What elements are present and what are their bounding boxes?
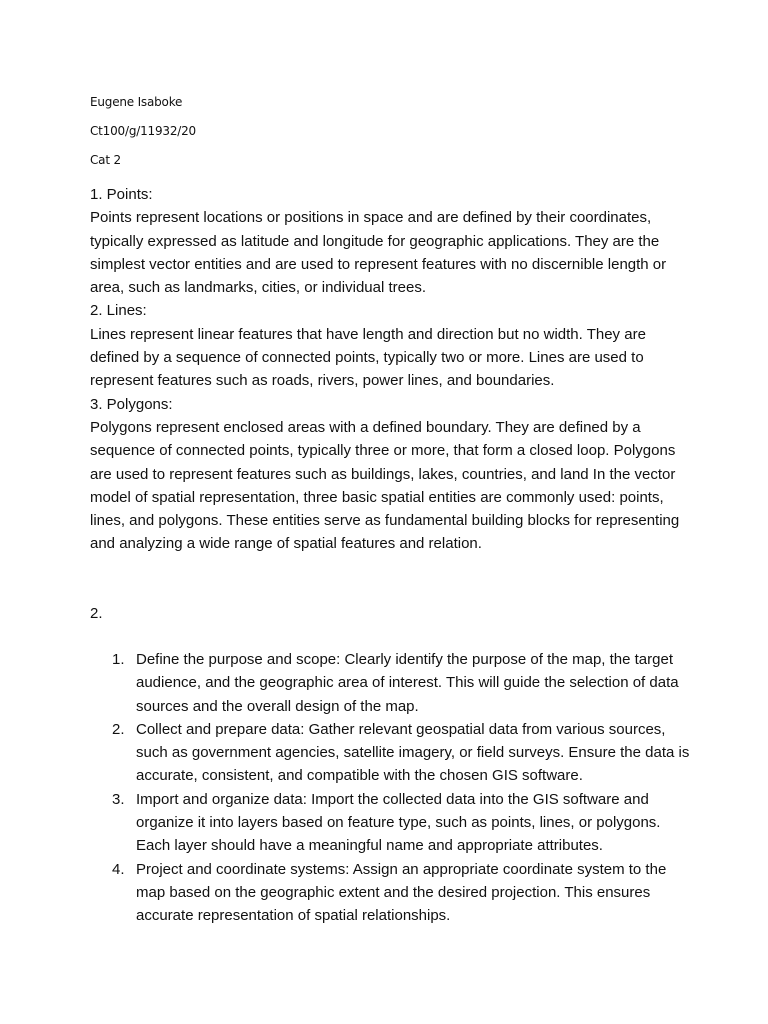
polygons-paragraph: Polygons represent enclosed areas with a defined boundary. They are defined by a sequence of connected points, typically three or more, that form a closed loop. Polygons are used to represent features such as buildings, lakes, countries, and land In the vector model of spatial representation, three basic spatial entities are commonly used: points, lines, and polygons. These entities serve as fundamental building blocks for representing and analyzing a wide range of spatial features and relation.	[90, 418, 680, 553]
registration-number: Ct100/g/11932/20	[90, 124, 196, 138]
list-item-number: 1.	[112, 651, 125, 668]
list-item	[90, 788, 690, 858]
list-item	[90, 858, 690, 928]
points-paragraph: Points represent locations or positions in space and are defined by their coordinates, typically expressed as latitude and longitude for geographic applications. They are the simplest vector entities and are used to represent features with no discernible length or area, such as landmarks, cities, or individual trees.	[90, 209, 667, 297]
section-1-body	[90, 183, 690, 556]
lines-heading: 2. Lines:	[90, 302, 147, 320]
assignment-label: Cat 2	[90, 153, 121, 167]
section-2-heading: 2.	[90, 605, 103, 622]
list-item-number: 3.	[112, 790, 125, 808]
list-item	[90, 718, 690, 788]
list-item-text: Define the purpose and scope: Clearly identify the purpose of the map, the target audience, and the geographic area of interest. This will guide the selection of data sources and the overall design of the map.	[136, 651, 679, 715]
list-item-text: Collect and prepare data: Gather relevant geospatial data from various sources, such as government agencies, satellite imagery, or field surveys. Ensure the data is accurate, consistent, and compatible with the chosen GIS software.	[136, 720, 690, 785]
lines-paragraph: Lines represent linear features that have length and direction but no width. They are defined by a sequence of connected points, typically two or more. Lines are used to represent features such as roads, rivers, power lines, and boundaries.	[90, 325, 646, 390]
list-item-text: Project and coordinate systems: Assign an appropriate coordinate system to the map based on the geographic extent and the desired projection. This ensures accurate representation of spatial relationships.	[136, 860, 667, 925]
author-name: Eugene Isaboke	[90, 95, 183, 109]
list-item	[90, 648, 690, 718]
list-item-text: Import and organize data: Import the collected data into the GIS software and organize it into layers based on feature type, such as points, lines, or polygons. Each layer should have a meaningful name and appropriate attributes.	[136, 790, 661, 855]
list-item-number: 2.	[112, 720, 125, 738]
list-item-number: 4.	[112, 860, 125, 878]
points-heading: 1. Points:	[90, 186, 153, 203]
steps-list	[90, 648, 690, 928]
polygons-heading: 3. Polygons:	[90, 395, 173, 413]
